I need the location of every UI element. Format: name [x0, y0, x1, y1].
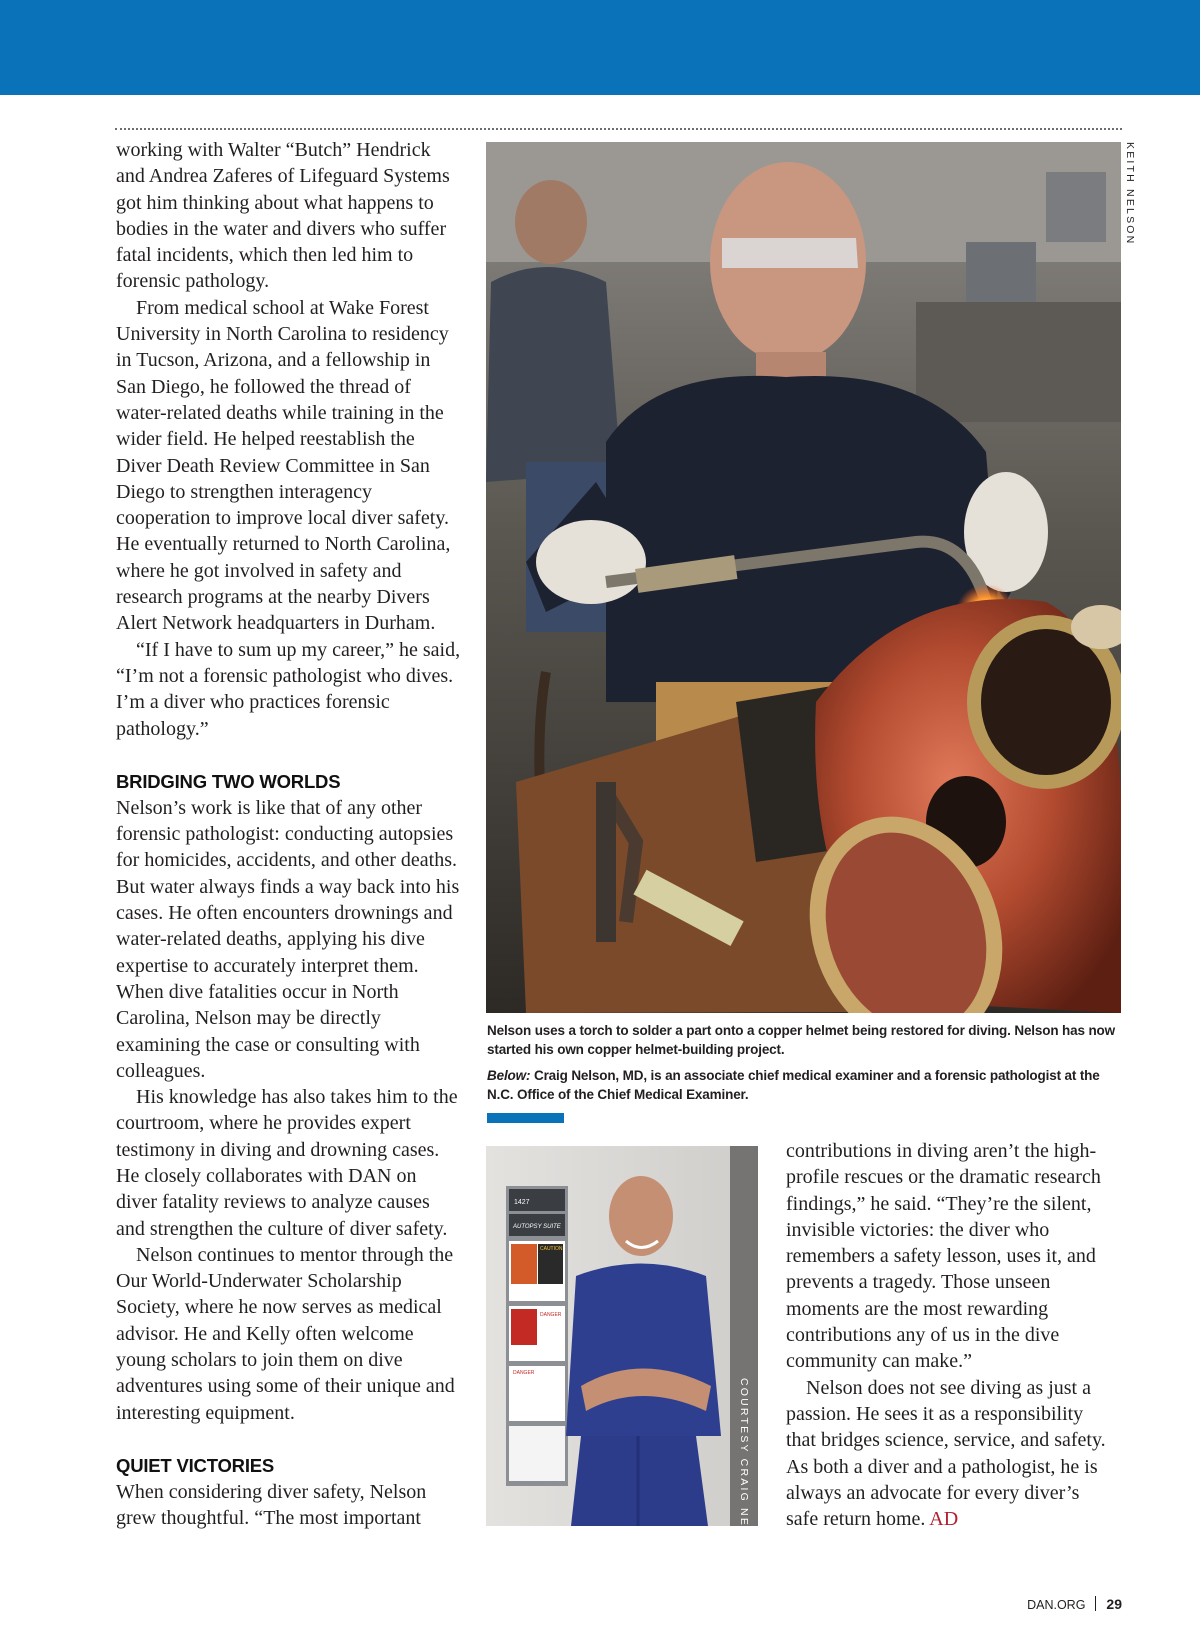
paragraph: Nelson’s work is like that of any other forensic pathologist: conducting autopsies for homicides, accidents, and other deaths. But water always finds a way back into his cases. He often encounters drownings and water-related deaths, applying his dive expertise to accurately interpret them. When dive fatalities occur in North Carolina, Nelson may be directly examining the case or consulting with colleagues.	[116, 796, 460, 1082]
photo-credit: COURTESY CRAIG NELSON	[738, 1378, 750, 1565]
photo-illustration	[486, 1146, 758, 1526]
caption-bottom-text: Craig Nelson, MD, is an associate chief medical examiner and a forensic pathologist at the N.C. Office of the Chief Medical Examiner.	[487, 1068, 1100, 1102]
section-heading-quiet-victories: QUIET VICTORIES	[116, 1454, 275, 1476]
paragraph: Nelson continues to mentor through the Our World-Underwater Scholarship Society, where he now serves as medical advisor. He and Kelly often welcome young scholars to join them on dive adventures using some of their unique and interesting equipment.	[116, 1243, 455, 1424]
caption-lead: Below:	[487, 1068, 531, 1083]
paragraph: contributions in diving aren’t the high-profile rescues or the dramatic research findings,” he said. “They’re the silent, invisible victories: the diver who remembers a safety lesson, uses it, and prevents a tragedy. Those unseen moments are the most rewarding contributions any of us in the dive community can make.”	[786, 1140, 1101, 1373]
footer-divider	[1095, 1596, 1096, 1611]
photo-credit: KEITH NELSON	[1124, 142, 1136, 246]
footer-site: DAN.ORG	[1027, 1598, 1086, 1612]
end-mark: AD	[929, 1508, 959, 1531]
caption-bottom	[487, 1067, 1122, 1104]
page-footer	[1027, 1596, 1122, 1612]
sign-title: AUTOPSY SUITE	[513, 1224, 561, 1230]
header-band	[0, 0, 1200, 95]
photo-torch-soldering	[486, 142, 1121, 1013]
section-heading-bridging: BRIDGING TWO WORLDS	[116, 770, 341, 792]
paragraph: working with Walter “Butch” Hendrick and Andrea Zaferes of Lifeguard Systems got him thinking about what happens to bodies in the water and divers who suffer fatal incidents, which then led him to forensic pathology.	[116, 139, 450, 293]
accent-bar	[487, 1113, 564, 1123]
article-left-column	[116, 137, 461, 1532]
sign-danger: DANGER	[513, 1370, 535, 1376]
photo-portrait	[486, 1146, 758, 1526]
paragraph-text: Nelson does not see diving as just a passion. He sees it as a responsibility that bridges science, service, and safety. As both a diver and a pathologist, he is always an advocate for every diver’s safe return home.	[786, 1376, 1106, 1531]
paragraph: From medical school at Wake Forest University in North Carolina to residency in Tucson, Arizona, and a fellowship in San Diego, he followed the thread of water-related deaths while training in the wider field. He helped reestablish the Diver Death Review Committee in San Diego to strengthen interagency cooperation to improve local diver safety. He eventually returned to North Carolina, where he got involved in safety and research programs at the nearby Divers Alert Network headquarters in Durham.	[116, 296, 451, 635]
sign-caution: CAUTION	[540, 1246, 563, 1252]
paragraph: “If I have to sum up my career,” he said, “I’m not a forensic pathologist who dives. I’m a diver who practices forensic pathology.”	[116, 638, 461, 740]
paragraph: When considering diver safety, Nelson grew thoughtful. “The most important	[116, 1480, 427, 1530]
sign-danger: DANGER	[540, 1312, 562, 1318]
divider-rule	[115, 128, 1122, 130]
page-number: 29	[1106, 1596, 1122, 1612]
sign-number: 1427	[514, 1199, 530, 1206]
paragraph: His knowledge has also takes him to the courtroom, where he provides expert testimony in diving and drowning cases. He closely collaborates with DAN on diver fatality reviews to analyze causes and strengthen the culture of diver safety.	[116, 1086, 458, 1240]
photo-illustration	[486, 142, 1121, 1013]
article-right-column	[786, 1138, 1116, 1532]
paragraph	[786, 1375, 1116, 1533]
photo-caption	[487, 1022, 1122, 1112]
caption-top: Nelson uses a torch to solder a part onto a copper helmet being restored for diving. Nelson has now started his own copper helmet-building project.	[487, 1023, 1116, 1057]
